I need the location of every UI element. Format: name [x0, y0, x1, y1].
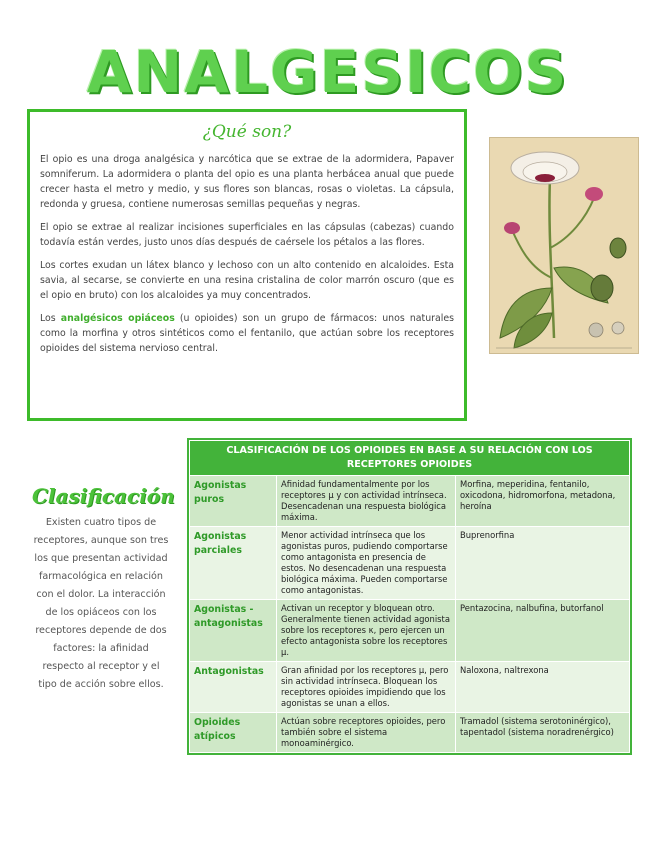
- opioid-classification-table: [189, 440, 630, 753]
- table-row: [190, 600, 630, 662]
- row-description: Afinidad fundamentalmente por los receptores µ y con actividad intrínseca. Desencadenan una respuesta biológica máxima.: [277, 476, 456, 527]
- classification-text: Existen cuatro tipos de receptores, aunque son tres los que presentan actividad farmacológica en relación con el dolor. La interacción de los opiáceos con los receptores depende de dos factores: la afinidad respecto al receptor y el tipo de acción sobre ellos.: [33, 517, 169, 690]
- row-type: Agonistas puros: [190, 476, 277, 527]
- classification-heading: Clasificación: [32, 484, 175, 508]
- row-description: Gran afinidad por los receptores µ, pero sin actividad intrínseca. Bloquean los receptores opioides impidiendo que los agonistas se unan a ellos.: [277, 662, 456, 713]
- table-header: CLASIFICACIÓN DE LOS OPIOIDES EN BASE A SU RELACIÓN CON LOS RECEPTORES OPIOIDES: [190, 441, 630, 476]
- page-title: ANALGESICOS: [86, 38, 569, 106]
- row-examples: Tramadol (sistema serotoninérgico), tapentadol (sistema noradrenérgico): [456, 713, 630, 753]
- intro-paragraph-1: El opio es una droga analgésica y narcótica que se extrae de la adormidera, Papaver somniferum. La adormidera o planta del opio es una planta herbácea anual que puede crecer hasta el metro y medio, y sus flores son blancas, rosas o violetas. La cápsula, redonda y gruesa, contiene numerosas semillas pequeñas y negras.: [40, 154, 454, 210]
- row-type: Opioides atípicos: [190, 713, 277, 753]
- intro-paragraph-4: [40, 311, 454, 356]
- table-row: [190, 476, 630, 527]
- poppy-plant-illustration: [489, 137, 639, 354]
- intro-paragraph-4-suffix: (u opioides) son un grupo de fármacos: unos naturales como la morfina y otros sintéticos como el fentanilo, que actúan sobre los receptores opioides del sistema nervioso central.: [40, 313, 454, 354]
- highlight-analgesicos-opiaceos: analgésicos opiáceos: [60, 313, 175, 324]
- row-description: Menor actividad intrínseca que los agonistas puros, pudiendo comportarse como antagonista en presencia de estos. No desencadenan una respuesta biológica máxima. Pueden comportarse como antagonistas.: [277, 527, 456, 600]
- row-examples: Naloxona, naltrexona: [456, 662, 630, 713]
- table-row: [190, 713, 630, 753]
- row-examples: Pentazocina, nalbufina, butorfanol: [456, 600, 630, 662]
- row-description: Actúan sobre receptores opioides, pero también sobre el sistema monoaminérgico.: [277, 713, 456, 753]
- row-examples: Buprenorfina: [456, 527, 630, 600]
- row-description: Activan un receptor y bloquean otro. Generalmente tienen actividad agonista sobre los receptores κ, pero ejercen un efecto antagonista sobre los receptores µ.: [277, 600, 456, 662]
- intro-box: [27, 109, 467, 421]
- table-row: [190, 662, 630, 713]
- table-header-row: [190, 441, 630, 476]
- intro-paragraph-4-prefix: Los: [40, 313, 61, 324]
- row-type: Agonistas parciales: [190, 527, 277, 600]
- row-type: Agonistas - antagonistas: [190, 600, 277, 662]
- row-type: Antagonistas: [190, 662, 277, 713]
- intro-heading: ¿Qué son?: [202, 122, 292, 142]
- intro-paragraph-3: Los cortes exudan un látex blanco y lechoso con un alto contenido en alcaloides. Esta savia, al secarse, se convierte en una resina cristalina de color marrón oscuro (que es el opio en bruto) con los alcaloides ya muy concentrados.: [40, 260, 454, 301]
- row-examples: Morfina, meperidina, fentanilo, oxicodona, hidromorfona, metadona, heroína: [456, 476, 630, 527]
- classification-section: [32, 484, 175, 694]
- intro-paragraph-2: El opio se extrae al realizar incisiones superficiales en las cápsulas (cabezas) cuando todavía están verdes, justo unos días después de caérsele los pétalos a las flores.: [40, 222, 454, 248]
- table-row: [190, 527, 630, 600]
- poppy-illustration-svg: [490, 138, 638, 353]
